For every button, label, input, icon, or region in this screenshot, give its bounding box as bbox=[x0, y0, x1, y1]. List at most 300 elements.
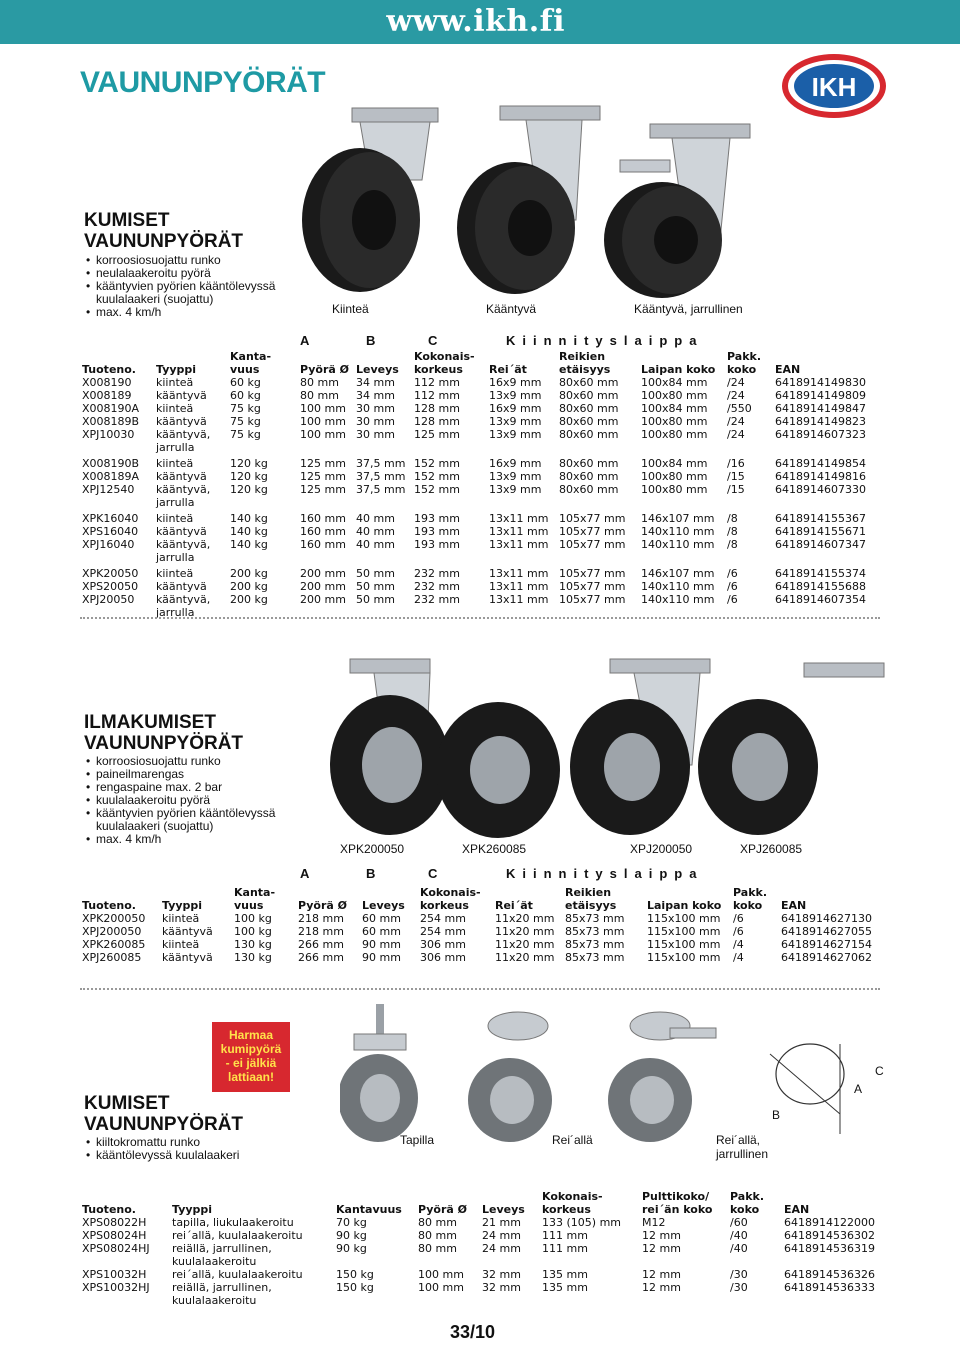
page-title: VAUNUNPYÖRÄT bbox=[80, 66, 326, 99]
table-cell: /40 bbox=[730, 1242, 748, 1255]
caption-product: XPJ200050 bbox=[630, 842, 693, 856]
col-header: Kantavuus bbox=[336, 1203, 402, 1216]
dimension-letter-b: B bbox=[366, 866, 376, 881]
table-cell: X008189B bbox=[82, 415, 140, 428]
table-row bbox=[80, 483, 885, 509]
table-cell: 80 mm bbox=[300, 376, 339, 389]
table-row bbox=[80, 1216, 885, 1229]
table-row bbox=[80, 402, 885, 415]
table-cell: X008190B bbox=[82, 457, 140, 470]
table-cell: 120 kg bbox=[230, 470, 268, 483]
table-cell: 6418914149847 bbox=[775, 402, 866, 415]
table-cell: XPS08022H bbox=[82, 1216, 147, 1229]
feature-item: • kääntyvien pyörien kääntölevyssä bbox=[86, 280, 275, 293]
table-cell: XPS16040 bbox=[82, 525, 139, 538]
table-cell: /8 bbox=[727, 512, 738, 525]
table-cell: /15 bbox=[727, 483, 745, 496]
table-cell: 152 mm bbox=[414, 457, 460, 470]
table-row bbox=[80, 1281, 885, 1307]
caption-bolt-hole-brake: Rei´allä, jarrullinen bbox=[716, 1133, 769, 1161]
table-cell: 13x9 mm bbox=[489, 389, 542, 402]
table-cell: 11x20 mm bbox=[495, 912, 555, 925]
table-cell: 105x77 mm bbox=[559, 538, 626, 551]
table-cell: XPJ10030 bbox=[82, 428, 135, 441]
badge-line: kumipyörä bbox=[220, 1042, 282, 1056]
table-cell: 50 mm bbox=[356, 593, 395, 606]
table-cell: 140 kg bbox=[230, 538, 268, 551]
table-cell: 146x107 mm bbox=[641, 567, 715, 580]
bolt-hole-castor-illustration bbox=[468, 1012, 552, 1142]
section3-title bbox=[84, 1093, 243, 1135]
table-cell: 40 mm bbox=[356, 525, 395, 538]
table-cell: 6418914607330 bbox=[775, 483, 866, 496]
table-cell: 80x60 mm bbox=[559, 402, 619, 415]
table-row bbox=[80, 1229, 885, 1242]
col-header: Rei´ät bbox=[489, 363, 527, 376]
table-cell: 24 mm bbox=[482, 1229, 521, 1242]
section1-title bbox=[84, 210, 243, 252]
col-header: Reikien etäisyys bbox=[565, 886, 617, 912]
table-cell: 80x60 mm bbox=[559, 470, 619, 483]
table-cell: 90 kg bbox=[336, 1242, 367, 1255]
table-cell: /8 bbox=[727, 538, 738, 551]
table-cell: 193 mm bbox=[414, 538, 460, 551]
feature-item: • max. 4 km/h bbox=[86, 306, 275, 319]
table-cell: /550 bbox=[727, 402, 752, 415]
table-cell: XPJ20050 bbox=[82, 593, 135, 606]
table-row bbox=[80, 454, 885, 470]
table-cell: 135 mm bbox=[542, 1268, 588, 1281]
table-cell: 266 mm bbox=[298, 951, 344, 964]
table-cell: XPS08024HJ bbox=[82, 1242, 150, 1255]
table-cell: 128 mm bbox=[414, 415, 460, 428]
table-cell: rei´allä, kuulalaakeroitu bbox=[172, 1229, 303, 1242]
table-header-row bbox=[80, 886, 885, 912]
table-cell: 60 mm bbox=[362, 912, 401, 925]
section2-spec-table bbox=[80, 886, 885, 964]
table-cell: 160 mm bbox=[300, 512, 346, 525]
table-row bbox=[80, 580, 885, 593]
table-cell: 105x77 mm bbox=[559, 580, 626, 593]
table-cell: 100x80 mm bbox=[641, 389, 708, 402]
table-cell: 140 kg bbox=[230, 512, 268, 525]
caption-swivel-brake: Kääntyvä, jarrullinen bbox=[634, 302, 743, 316]
table-cell: 193 mm bbox=[414, 525, 460, 538]
table-cell: 37,5 mm bbox=[356, 483, 406, 496]
table-cell: /40 bbox=[730, 1229, 748, 1242]
table-row bbox=[80, 564, 885, 580]
col-header: Kokonais-korkeus bbox=[542, 1190, 603, 1216]
table-cell: 266 mm bbox=[298, 938, 344, 951]
dimension-letter-c: C bbox=[428, 333, 438, 348]
table-cell: XPK16040 bbox=[82, 512, 139, 525]
col-header: Kanta-vuus bbox=[230, 350, 272, 376]
table-cell: 80x60 mm bbox=[559, 457, 619, 470]
table-cell: 125 mm bbox=[414, 428, 460, 441]
col-header: Pyörä Ø bbox=[418, 1203, 468, 1216]
table-row bbox=[80, 509, 885, 525]
table-cell: 50 mm bbox=[356, 567, 395, 580]
table-row bbox=[80, 938, 885, 951]
mounting-plate-heading: Kiinnityslaippa bbox=[506, 866, 704, 881]
grey-wheel-badge bbox=[212, 1022, 290, 1092]
table-cell: kääntyvä, jarrulla bbox=[156, 428, 211, 454]
table-cell: 30 mm bbox=[356, 402, 395, 415]
caption-swivel: Kääntyvä bbox=[486, 302, 537, 316]
ikh-logo bbox=[780, 52, 888, 120]
table-cell: kääntyvä bbox=[156, 580, 207, 593]
table-cell: kiinteä bbox=[156, 376, 194, 389]
table-cell: XPJ16040 bbox=[82, 538, 135, 551]
table-cell: 85x73 mm bbox=[565, 951, 625, 964]
table-cell: 150 kg bbox=[336, 1281, 374, 1294]
table-cell: 11x20 mm bbox=[495, 938, 555, 951]
table-cell: 30 mm bbox=[356, 428, 395, 441]
table-cell: kääntyvä bbox=[162, 951, 213, 964]
feature-item: • paineilmarengas bbox=[86, 768, 275, 781]
section-divider bbox=[80, 617, 880, 619]
table-cell: 105x77 mm bbox=[559, 525, 626, 538]
table-cell: kääntyvä bbox=[156, 470, 207, 483]
table-cell: /30 bbox=[730, 1281, 748, 1294]
table-cell: 160 mm bbox=[300, 525, 346, 538]
table-cell: 6418914155671 bbox=[775, 525, 866, 538]
table-cell: 80x60 mm bbox=[559, 376, 619, 389]
table-cell: 85x73 mm bbox=[565, 912, 625, 925]
table-row bbox=[80, 1268, 885, 1281]
section3-spec-table bbox=[80, 1190, 885, 1307]
col-header: Tuoteno. bbox=[82, 1203, 136, 1216]
table-row bbox=[80, 525, 885, 538]
table-cell: 37,5 mm bbox=[356, 470, 406, 483]
dimension-letter-a: A bbox=[300, 333, 310, 348]
col-header: EAN bbox=[784, 1203, 810, 1216]
section2-features bbox=[86, 755, 275, 846]
table-cell: 128 mm bbox=[414, 402, 460, 415]
table-row bbox=[80, 912, 885, 925]
table-cell: /24 bbox=[727, 428, 745, 441]
dimension-label-a: A bbox=[854, 1082, 863, 1096]
table-cell: 85x73 mm bbox=[565, 925, 625, 938]
table-cell: kääntyvä, jarrulla bbox=[156, 483, 211, 509]
table-cell: 32 mm bbox=[482, 1281, 521, 1294]
table-cell: 200 kg bbox=[230, 580, 268, 593]
table-cell: 105x77 mm bbox=[559, 593, 626, 606]
table-cell: 13x11 mm bbox=[489, 512, 549, 525]
table-cell: XPK20050 bbox=[82, 567, 139, 580]
dimension-letter-a: A bbox=[300, 866, 310, 881]
table-cell: 6418914155367 bbox=[775, 512, 866, 525]
table-row bbox=[80, 470, 885, 483]
table-cell: 13x9 mm bbox=[489, 428, 542, 441]
table-cell: XPJ260085 bbox=[82, 951, 142, 964]
table-cell: 75 kg bbox=[230, 428, 261, 441]
dimension-letter-c: C bbox=[428, 866, 438, 881]
table-cell: rei´allä, kuulalaakeroitu bbox=[172, 1268, 303, 1281]
table-header-row bbox=[80, 1190, 885, 1216]
table-row bbox=[80, 538, 885, 564]
table-cell: 160 mm bbox=[300, 538, 346, 551]
table-cell: 11x20 mm bbox=[495, 925, 555, 938]
table-cell: /15 bbox=[727, 470, 745, 483]
table-cell: XPS20050 bbox=[82, 580, 139, 593]
table-cell: 13x11 mm bbox=[489, 593, 549, 606]
table-cell: 13x11 mm bbox=[489, 538, 549, 551]
table-cell: 34 mm bbox=[356, 389, 395, 402]
table-row bbox=[80, 593, 885, 619]
table-cell: 200 kg bbox=[230, 593, 268, 606]
feature-item: • kiiltokromattu runko bbox=[86, 1136, 239, 1149]
table-cell: /24 bbox=[727, 389, 745, 402]
feature-item: • kääntyvien pyörien kääntölevyssä bbox=[86, 807, 275, 820]
table-cell: 12 mm bbox=[642, 1281, 681, 1294]
section-divider bbox=[80, 988, 880, 990]
mounting-plate-heading: Kiinnityslaippa bbox=[506, 333, 704, 348]
table-row bbox=[80, 925, 885, 938]
table-cell: 80 mm bbox=[418, 1242, 457, 1255]
col-header: Laipan koko bbox=[641, 363, 716, 376]
table-cell: 6418914536319 bbox=[784, 1242, 875, 1255]
table-cell: X008189 bbox=[82, 389, 132, 402]
table-cell: XPJ12540 bbox=[82, 483, 135, 496]
feature-item: kuulalaakeri (suojattu) bbox=[96, 292, 214, 306]
table-cell: 75 kg bbox=[230, 402, 261, 415]
table-cell: 60 kg bbox=[230, 376, 261, 389]
table-header-row bbox=[80, 350, 885, 376]
col-header: Tyyppi bbox=[172, 1203, 213, 1216]
table-cell: 112 mm bbox=[414, 389, 460, 402]
section3-title-line2: VAUNUNPYÖRÄT bbox=[84, 1114, 244, 1135]
table-cell: 100x80 mm bbox=[641, 428, 708, 441]
table-cell: 100x80 mm bbox=[641, 470, 708, 483]
table-cell: 105x77 mm bbox=[559, 567, 626, 580]
col-header: Pakk. koko bbox=[733, 886, 767, 912]
table-cell: 130 kg bbox=[234, 951, 272, 964]
col-header: Leveys bbox=[356, 363, 399, 376]
table-cell: 140x110 mm bbox=[641, 525, 715, 538]
table-cell: 6418914149823 bbox=[775, 415, 866, 428]
table-cell: 232 mm bbox=[414, 580, 460, 593]
feature-item: • rengaspaine max. 2 bar bbox=[86, 781, 275, 794]
table-cell: 133 (105) mm bbox=[542, 1216, 621, 1229]
table-cell: 6418914607347 bbox=[775, 538, 866, 551]
table-cell: 100 kg bbox=[234, 925, 272, 938]
feature-item: • neulalaakeroitu pyörä bbox=[86, 267, 275, 280]
table-cell: 50 mm bbox=[356, 580, 395, 593]
table-cell: 111 mm bbox=[542, 1229, 588, 1242]
table-cell: 13x11 mm bbox=[489, 567, 549, 580]
col-header: Tyyppi bbox=[156, 363, 197, 376]
table-cell: 140x110 mm bbox=[641, 538, 715, 551]
col-header: Pakk. koko bbox=[727, 350, 761, 376]
table-cell: kääntyvä bbox=[156, 415, 207, 428]
col-header: Laipan koko bbox=[647, 899, 722, 912]
col-header: Pulttikoko/ rei´än koko bbox=[642, 1190, 713, 1216]
table-cell: /6 bbox=[727, 593, 738, 606]
table-cell: 6418914149830 bbox=[775, 376, 866, 389]
page-number: 33/10 bbox=[450, 1322, 496, 1342]
grey-castors-image bbox=[340, 1004, 880, 1144]
badge-line: lattiaan! bbox=[227, 1070, 274, 1084]
table-cell: 6418914536333 bbox=[784, 1281, 875, 1294]
table-cell: 32 mm bbox=[482, 1268, 521, 1281]
col-header: Leveys bbox=[482, 1203, 525, 1216]
table-cell: X008189A bbox=[82, 470, 140, 483]
table-cell: 200 mm bbox=[300, 567, 346, 580]
col-header: Leveys bbox=[362, 899, 405, 912]
table-cell: 120 kg bbox=[230, 457, 268, 470]
table-cell: 80 mm bbox=[418, 1229, 457, 1242]
table-cell: 6418914627130 bbox=[781, 912, 872, 925]
swivel-castor-illustration bbox=[457, 106, 600, 294]
table-row bbox=[80, 951, 885, 964]
table-cell: 100x80 mm bbox=[641, 483, 708, 496]
table-row bbox=[80, 1242, 885, 1268]
col-header: Reikien etäisyys bbox=[559, 350, 611, 376]
website-url[interactable]: www.ikh.fi bbox=[386, 4, 565, 39]
table-cell: 80x60 mm bbox=[559, 428, 619, 441]
table-cell: /60 bbox=[730, 1216, 748, 1229]
table-cell: 254 mm bbox=[420, 912, 466, 925]
table-cell: 37,5 mm bbox=[356, 457, 406, 470]
table-cell: /6 bbox=[727, 580, 738, 593]
table-cell: reiällä, jarrullinen, kuulalaakeroitu bbox=[172, 1242, 272, 1268]
feature-item: • max. 4 km/h bbox=[86, 833, 275, 846]
feature-item: • kuulalaakeroitu pyörä bbox=[86, 794, 275, 807]
table-cell: 13x11 mm bbox=[489, 580, 549, 593]
table-cell: 6418914536302 bbox=[784, 1229, 875, 1242]
table-cell: 115x100 mm bbox=[647, 912, 721, 925]
feature-item: • kääntölevyssä kuulalaakeri bbox=[86, 1149, 239, 1162]
table-cell: 120 kg bbox=[230, 483, 268, 496]
table-cell: 16x9 mm bbox=[489, 402, 542, 415]
table-cell: 130 kg bbox=[234, 938, 272, 951]
logo-text: IKH bbox=[811, 72, 857, 102]
table-cell: 12 mm bbox=[642, 1242, 681, 1255]
table-row bbox=[80, 415, 885, 428]
section1-title-line2: VAUNUNPYÖRÄT bbox=[84, 231, 244, 252]
table-row bbox=[80, 428, 885, 454]
table-cell: /6 bbox=[733, 925, 744, 938]
table-cell: M12 bbox=[642, 1216, 666, 1229]
col-header: Pakk. koko bbox=[730, 1190, 764, 1216]
table-cell: 6418914627055 bbox=[781, 925, 872, 938]
table-cell: 6418914607323 bbox=[775, 428, 866, 441]
table-cell: 6418914155688 bbox=[775, 580, 866, 593]
badge-line: Harmaa bbox=[228, 1028, 274, 1042]
table-cell: 13x9 mm bbox=[489, 470, 542, 483]
table-cell: 21 mm bbox=[482, 1216, 521, 1229]
table-cell: 60 mm bbox=[362, 925, 401, 938]
table-cell: 40 mm bbox=[356, 512, 395, 525]
table-cell: 12 mm bbox=[642, 1268, 681, 1281]
table-cell: 70 kg bbox=[336, 1216, 367, 1229]
table-cell: 135 mm bbox=[542, 1281, 588, 1294]
feature-item: • korroosiosuojattu runko bbox=[86, 254, 275, 267]
pneumatic-castor-illustration bbox=[330, 659, 560, 838]
table-cell: 100x84 mm bbox=[641, 376, 708, 389]
table-cell: kiinteä bbox=[156, 457, 194, 470]
table-cell: XPK200050 bbox=[82, 912, 146, 925]
table-cell: 125 mm bbox=[300, 470, 346, 483]
table-cell: 152 mm bbox=[414, 483, 460, 496]
table-cell: XPJ200050 bbox=[82, 925, 142, 938]
table-cell: 140 kg bbox=[230, 525, 268, 538]
table-cell: 6418914627154 bbox=[781, 938, 872, 951]
feature-item: • korroosiosuojattu runko bbox=[86, 755, 275, 768]
table-cell: 13x11 mm bbox=[489, 525, 549, 538]
table-cell: 200 mm bbox=[300, 593, 346, 606]
table-cell: kiinteä bbox=[162, 912, 200, 925]
table-cell: 218 mm bbox=[298, 912, 344, 925]
table-cell: tapilla, liukulaakeroitu bbox=[172, 1216, 294, 1229]
col-header: EAN bbox=[775, 363, 801, 376]
table-cell: kääntyvä bbox=[156, 525, 207, 538]
table-cell: XPK260085 bbox=[82, 938, 146, 951]
section2-title bbox=[84, 712, 243, 754]
caption-fixed: Kiinteä bbox=[332, 302, 369, 316]
table-cell: 16x9 mm bbox=[489, 457, 542, 470]
table-cell: 90 mm bbox=[362, 951, 401, 964]
table-cell: 152 mm bbox=[414, 470, 460, 483]
table-cell: 60 kg bbox=[230, 389, 261, 402]
table-cell: 254 mm bbox=[420, 925, 466, 938]
table-cell: X008190A bbox=[82, 402, 140, 415]
table-cell: 232 mm bbox=[414, 567, 460, 580]
table-cell: /30 bbox=[730, 1268, 748, 1281]
table-cell: 75 kg bbox=[230, 415, 261, 428]
table-cell: XPS10032H bbox=[82, 1268, 147, 1281]
table-cell: 140x110 mm bbox=[641, 593, 715, 606]
table-cell: 306 mm bbox=[420, 951, 466, 964]
table-cell: kiinteä bbox=[156, 567, 194, 580]
col-header: Kokonais-korkeus bbox=[414, 350, 475, 376]
col-header: Rei´ät bbox=[495, 899, 533, 912]
table-cell: 140x110 mm bbox=[641, 580, 715, 593]
table-cell: X008190 bbox=[82, 376, 132, 389]
caption-product: XPK260085 bbox=[462, 842, 527, 856]
fixed-castor-illustration bbox=[302, 108, 438, 292]
table-cell: /4 bbox=[733, 951, 744, 964]
table-cell: 125 mm bbox=[300, 457, 346, 470]
table-cell: 11x20 mm bbox=[495, 951, 555, 964]
table-cell: 6418914607354 bbox=[775, 593, 866, 606]
table-cell: /6 bbox=[727, 567, 738, 580]
col-header: EAN bbox=[781, 899, 807, 912]
table-cell: 6418914149816 bbox=[775, 470, 866, 483]
table-cell: 24 mm bbox=[482, 1242, 521, 1255]
table-cell: kiinteä bbox=[156, 512, 194, 525]
table-cell: 100x80 mm bbox=[641, 415, 708, 428]
table-cell: XPS08024H bbox=[82, 1229, 147, 1242]
table-cell: 34 mm bbox=[356, 376, 395, 389]
rubber-castors-image bbox=[290, 100, 760, 300]
table-cell: kiinteä bbox=[162, 938, 200, 951]
table-cell: 112 mm bbox=[414, 376, 460, 389]
table-cell: 12 mm bbox=[642, 1229, 681, 1242]
table-cell: /4 bbox=[733, 938, 744, 951]
table-cell: 6418914149854 bbox=[775, 457, 866, 470]
table-cell: 115x100 mm bbox=[647, 925, 721, 938]
table-cell: /24 bbox=[727, 376, 745, 389]
table-cell: 90 kg bbox=[336, 1229, 367, 1242]
table-cell: 30 mm bbox=[356, 415, 395, 428]
bolt-hole-brake-castor-illustration bbox=[608, 1012, 716, 1142]
table-cell: 80x60 mm bbox=[559, 389, 619, 402]
section2-title-line1: ILMAKUMISET bbox=[84, 712, 216, 733]
table-cell: /8 bbox=[727, 525, 738, 538]
table-cell: kääntyvä bbox=[156, 389, 207, 402]
